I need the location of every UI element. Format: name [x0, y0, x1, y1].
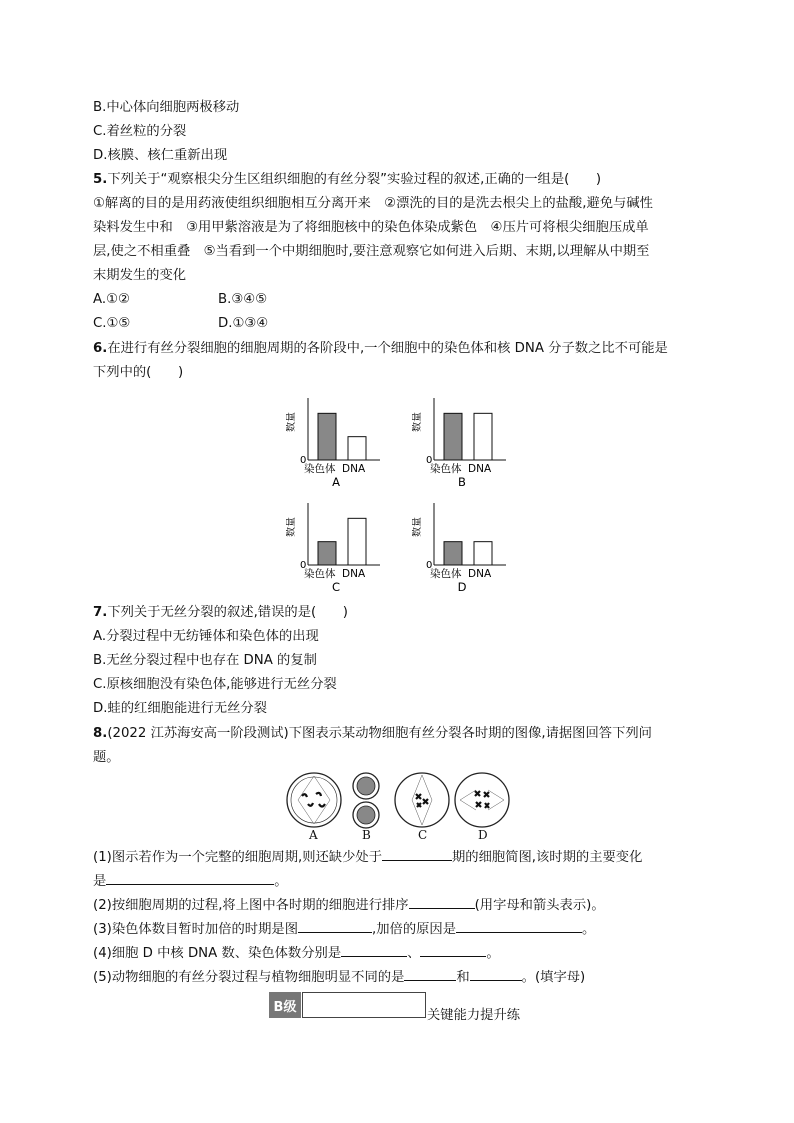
answer-blank[interactable] [470, 966, 522, 981]
answer-blank[interactable] [298, 918, 372, 933]
cell-diagrams [286, 772, 526, 832]
bar-DNA [348, 518, 366, 565]
cell-b-drawing [353, 773, 379, 828]
q7-option-d: D.蛙的红细胞能进行无丝分裂 [93, 701, 268, 716]
question-8-stem [93, 725, 652, 743]
chart-svg [286, 497, 396, 592]
category-label: DNA [342, 568, 366, 580]
text: 和 [456, 970, 470, 985]
chart-c [286, 497, 396, 596]
chart-svg [286, 392, 396, 487]
level-title-box [302, 992, 426, 1018]
answer-blank[interactable] [409, 894, 475, 909]
option-c-line: C.着丝粒的分裂 [93, 124, 187, 139]
question-8-stem-cont: 题。 [93, 750, 120, 765]
y-axis-label: 数量 [412, 412, 423, 432]
q5-option-a: A.①② [93, 292, 130, 307]
y-axis-label: 数量 [412, 517, 423, 537]
answer-blank[interactable] [382, 846, 452, 861]
cell-label-c: C [418, 828, 428, 842]
question-text: 在进行有丝分裂细胞的细胞周期的各阶段中,一个细胞中的染色体和核 DNA 分子数之比不可能是 [107, 341, 668, 356]
option-d-line: D.核膜、核仁重新出现 [93, 148, 228, 163]
y-zero-label: 0 [426, 455, 433, 466]
question-text: 下列关于无丝分裂的叙述,错误的是( ) [107, 605, 348, 620]
q8-part-2 [93, 894, 605, 915]
chart-title: B [458, 475, 466, 487]
text: 。 [486, 946, 500, 961]
answer-blank[interactable] [456, 918, 582, 933]
chart-svg [412, 497, 522, 592]
category-label: 染色体 [304, 568, 336, 580]
q7-option-a: A.分裂过程中无纺锤体和染色体的出现 [93, 629, 319, 644]
cell-a-drawing [287, 773, 341, 827]
q8-part-1-cont [93, 870, 288, 891]
bar-染色体 [318, 542, 336, 565]
text: (2)按细胞周期的过程,将上图中各时期的细胞进行排序 [93, 898, 409, 913]
text: 。(填字母) [521, 970, 586, 985]
text: (1)图示若作为一个完整的细胞周期,则还缺少处于 [93, 850, 382, 865]
y-zero-label: 0 [300, 560, 307, 571]
text: (3)染色体数目暂时加倍的时期是图 [93, 922, 298, 937]
q5-option-c: C.①⑤ [93, 316, 131, 331]
q5-option-d: D.①③④ [218, 316, 269, 331]
level-badge: B级 [269, 992, 301, 1018]
question-5-stem [93, 171, 601, 189]
q8-part-5 [93, 966, 585, 987]
y-axis-label: 数量 [286, 412, 297, 432]
q5-statement-line: 层,使之不相重叠 ⑤当看到一个中期细胞时,要注意观察它如何进入后期、末期,以理解从中期至 [93, 244, 650, 259]
text: (用字母和箭头表示)。 [474, 898, 605, 913]
q7-option-c: C.原核细胞没有染色体,能够进行无丝分裂 [93, 677, 337, 692]
question-number: 7. [93, 605, 108, 620]
category-label: DNA [342, 463, 366, 475]
q8-part-4 [93, 942, 500, 963]
q8-part-1 [93, 846, 642, 867]
cell-label-b: B [362, 828, 371, 842]
text: (5)动物细胞的有丝分裂过程与植物细胞明显不同的是 [93, 970, 405, 985]
question-6-stem-cont: 下列中的( ) [93, 365, 184, 380]
bar-染色体 [444, 413, 462, 460]
bar-DNA [474, 542, 492, 565]
chart-title: A [332, 475, 340, 487]
bar-染色体 [318, 413, 336, 460]
chart-d [412, 497, 522, 596]
answer-blank[interactable] [420, 942, 486, 957]
text: 、 [407, 946, 421, 961]
chart-a [286, 392, 396, 491]
y-axis-label: 数量 [286, 517, 297, 537]
y-zero-label: 0 [300, 455, 307, 466]
chart-svg [412, 392, 522, 487]
category-label: 染色体 [430, 568, 462, 580]
chart-title: C [331, 580, 341, 592]
answer-blank[interactable] [341, 942, 407, 957]
question-text: 下列关于“观察根尖分生区组织细胞的有丝分裂”实验过程的叙述,正确的一组是( ) [107, 172, 602, 187]
cell-label-a: A [309, 828, 318, 842]
chart-b [412, 392, 522, 491]
cell-c-drawing [395, 773, 449, 827]
question-6-stem [93, 340, 668, 358]
bar-染色体 [444, 542, 462, 565]
category-label: 染色体 [430, 463, 462, 475]
q7-option-b: B.无丝分裂过程中也存在 DNA 的复制 [93, 653, 317, 668]
section-title: 关键能力提升练 [427, 1008, 521, 1023]
answer-blank[interactable] [404, 966, 456, 981]
category-label: DNA [468, 463, 492, 475]
text: 期的细胞简图,该时期的主要变化 [452, 850, 643, 865]
y-zero-label: 0 [426, 560, 433, 571]
text: 是 [93, 874, 107, 889]
bar-DNA [474, 413, 492, 460]
q5-option-b: B.③④⑤ [218, 292, 268, 307]
cell-division-figure [286, 772, 526, 836]
question-number: 5. [93, 172, 108, 187]
category-label: 染色体 [304, 463, 336, 475]
q5-statement-line: 染料发生中和 ③用甲紫溶液是为了将细胞核中的染色体染成紫色 ④压片可将根尖细胞压成单 [93, 220, 649, 235]
question-7-stem [93, 604, 348, 622]
cell-d-drawing [455, 773, 509, 827]
q5-statement-line: ①解离的目的是用药液使组织细胞相互分离开来 ②漂洗的目的是洗去根尖上的盐酸,避免与碱性 [93, 196, 653, 211]
question-number: 6. [93, 341, 108, 356]
text: (4)细胞 D 中核 DNA 数、染色体数分别是 [93, 946, 342, 961]
text: ,加倍的原因是 [372, 922, 457, 937]
option-b-line: B.中心体向细胞两极移动 [93, 100, 240, 115]
q8-part-3 [93, 918, 595, 939]
chart-title: D [457, 580, 467, 592]
bar-DNA [348, 437, 366, 460]
q5-statement-line: 末期发生的变化 [93, 268, 187, 283]
category-label: DNA [468, 568, 492, 580]
question-number: 8. [93, 726, 108, 741]
cell-label-d: D [478, 828, 488, 842]
text: 。 [582, 922, 596, 937]
text: 。 [274, 874, 288, 889]
answer-blank[interactable] [106, 870, 274, 885]
question-text: (2022 江苏海安高一阶段测试)下图表示某动物细胞有丝分裂各时期的图像,请据图回答下列问 [107, 726, 652, 741]
